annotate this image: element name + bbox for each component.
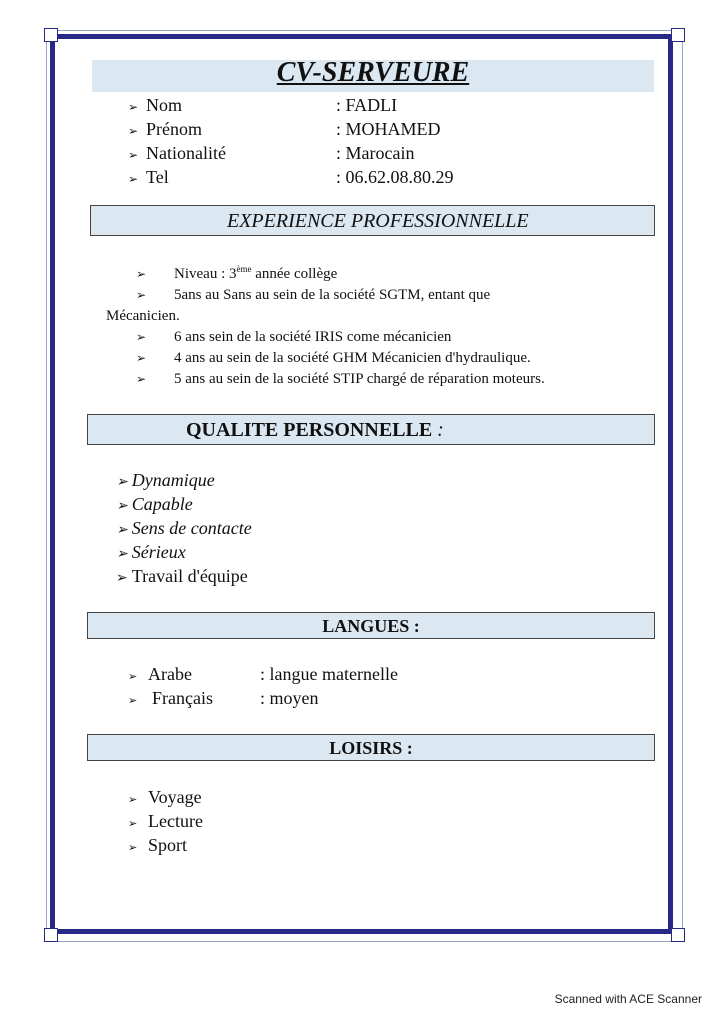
- arrow-bullet-icon: ➢: [128, 818, 138, 830]
- arrow-bullet-icon: ➢: [128, 695, 138, 707]
- hobby-item: [128, 835, 187, 856]
- arrow-bullet-icon: ➢: [136, 372, 147, 386]
- hobby-item: [128, 811, 203, 832]
- quality-text: Travail d'équipe: [131, 566, 248, 586]
- quality-text: Dynamique: [131, 470, 215, 490]
- language-level: : langue maternelle: [260, 664, 398, 684]
- arrow-bullet-icon: ➢: [116, 547, 128, 562]
- language-name: Arabe: [148, 664, 192, 684]
- quality-item: [116, 494, 193, 515]
- section-heading-qualities: [87, 414, 655, 445]
- arrow-bullet-icon: ➢: [136, 351, 147, 365]
- arrow-bullet-icon: ➢: [136, 330, 147, 344]
- arrow-bullet-icon: ➢: [116, 499, 128, 514]
- hobby-text: Voyage: [148, 787, 202, 807]
- arrow-bullet-icon: ➢: [128, 172, 139, 186]
- experience-item: [130, 350, 531, 367]
- experience-level: [130, 264, 337, 283]
- info-value: : MOHAMED: [336, 119, 441, 139]
- arrow-bullet-icon: ➢: [128, 100, 139, 114]
- section-heading-experience: EXPERIENCE PROFESSIONNELLE: [90, 205, 655, 236]
- arrow-bullet-icon: ➢: [128, 124, 139, 138]
- section-heading-hobbies: LOISIRS :: [87, 734, 655, 761]
- quality-item: [116, 470, 215, 491]
- corner-ornament: [44, 928, 58, 942]
- info-key: Nom: [146, 95, 182, 115]
- info-row-prenom: [128, 117, 441, 141]
- info-value: : Marocain: [336, 143, 415, 163]
- experience-item: [130, 371, 545, 388]
- section-heading-text: QUALITE PERSONNELLE: [186, 419, 438, 441]
- info-key: Nationalité: [146, 143, 226, 163]
- experience-text: 5 ans au sein de la société STIP chargé de réparation moteurs.: [174, 371, 545, 387]
- info-row-tel: [128, 165, 454, 189]
- arrow-bullet-icon: ➢: [116, 571, 128, 586]
- info-row-nom: [128, 93, 398, 117]
- hobby-item: [128, 787, 202, 808]
- arrow-bullet-icon: ➢: [128, 671, 138, 683]
- experience-text: 4 ans au sein de la société GHM Mécanicien d'hydraulique.: [174, 350, 531, 366]
- language-item: [128, 664, 398, 685]
- experience-item: [130, 287, 490, 304]
- experience-text: Niveau : 3: [174, 266, 237, 282]
- info-value: : FADLI: [336, 95, 398, 115]
- quality-item: [116, 566, 248, 587]
- experience-text: année collège: [251, 266, 338, 282]
- experience-item: [130, 329, 451, 346]
- section-heading-languages: LANGUES :: [87, 612, 655, 639]
- experience-text: 5ans au Sans au sein de la société SGTM, entant que: [174, 287, 491, 303]
- page-title: CV-SERVEURE: [276, 57, 470, 88]
- arrow-bullet-icon: ➢: [136, 267, 147, 281]
- hobby-text: Sport: [148, 835, 188, 855]
- quality-item: [116, 518, 252, 539]
- section-heading-colon: :: [437, 419, 444, 441]
- quality-text: Sérieux: [131, 542, 186, 562]
- superscript: ème: [236, 264, 252, 274]
- arrow-bullet-icon: ➢: [116, 475, 128, 490]
- arrow-bullet-icon: ➢: [128, 842, 138, 854]
- experience-item-continued: Mécanicien.: [106, 308, 180, 324]
- arrow-bullet-icon: ➢: [128, 148, 139, 162]
- corner-ornament: [671, 28, 685, 42]
- corner-ornament: [671, 928, 685, 942]
- hobby-text: Lecture: [148, 811, 203, 831]
- arrow-bullet-icon: ➢: [116, 523, 128, 538]
- quality-text: Capable: [131, 494, 193, 514]
- info-key: Tel: [146, 167, 169, 187]
- language-level: : moyen: [260, 688, 319, 708]
- info-value: : 06.62.08.80.29: [336, 167, 454, 187]
- scanner-watermark: Scanned with ACE Scanner: [554, 992, 702, 1006]
- language-name: Français: [152, 688, 213, 708]
- arrow-bullet-icon: ➢: [136, 288, 147, 302]
- info-key: Prénom: [146, 119, 202, 139]
- quality-text: Sens de contacte: [131, 518, 252, 538]
- arrow-bullet-icon: ➢: [128, 794, 138, 806]
- corner-ornament: [44, 28, 58, 42]
- experience-text: 6 ans sein de la société IRIS come mécanicien: [174, 329, 452, 345]
- quality-item: [116, 542, 186, 563]
- language-item: [128, 688, 319, 709]
- info-row-nationalite: [128, 141, 415, 165]
